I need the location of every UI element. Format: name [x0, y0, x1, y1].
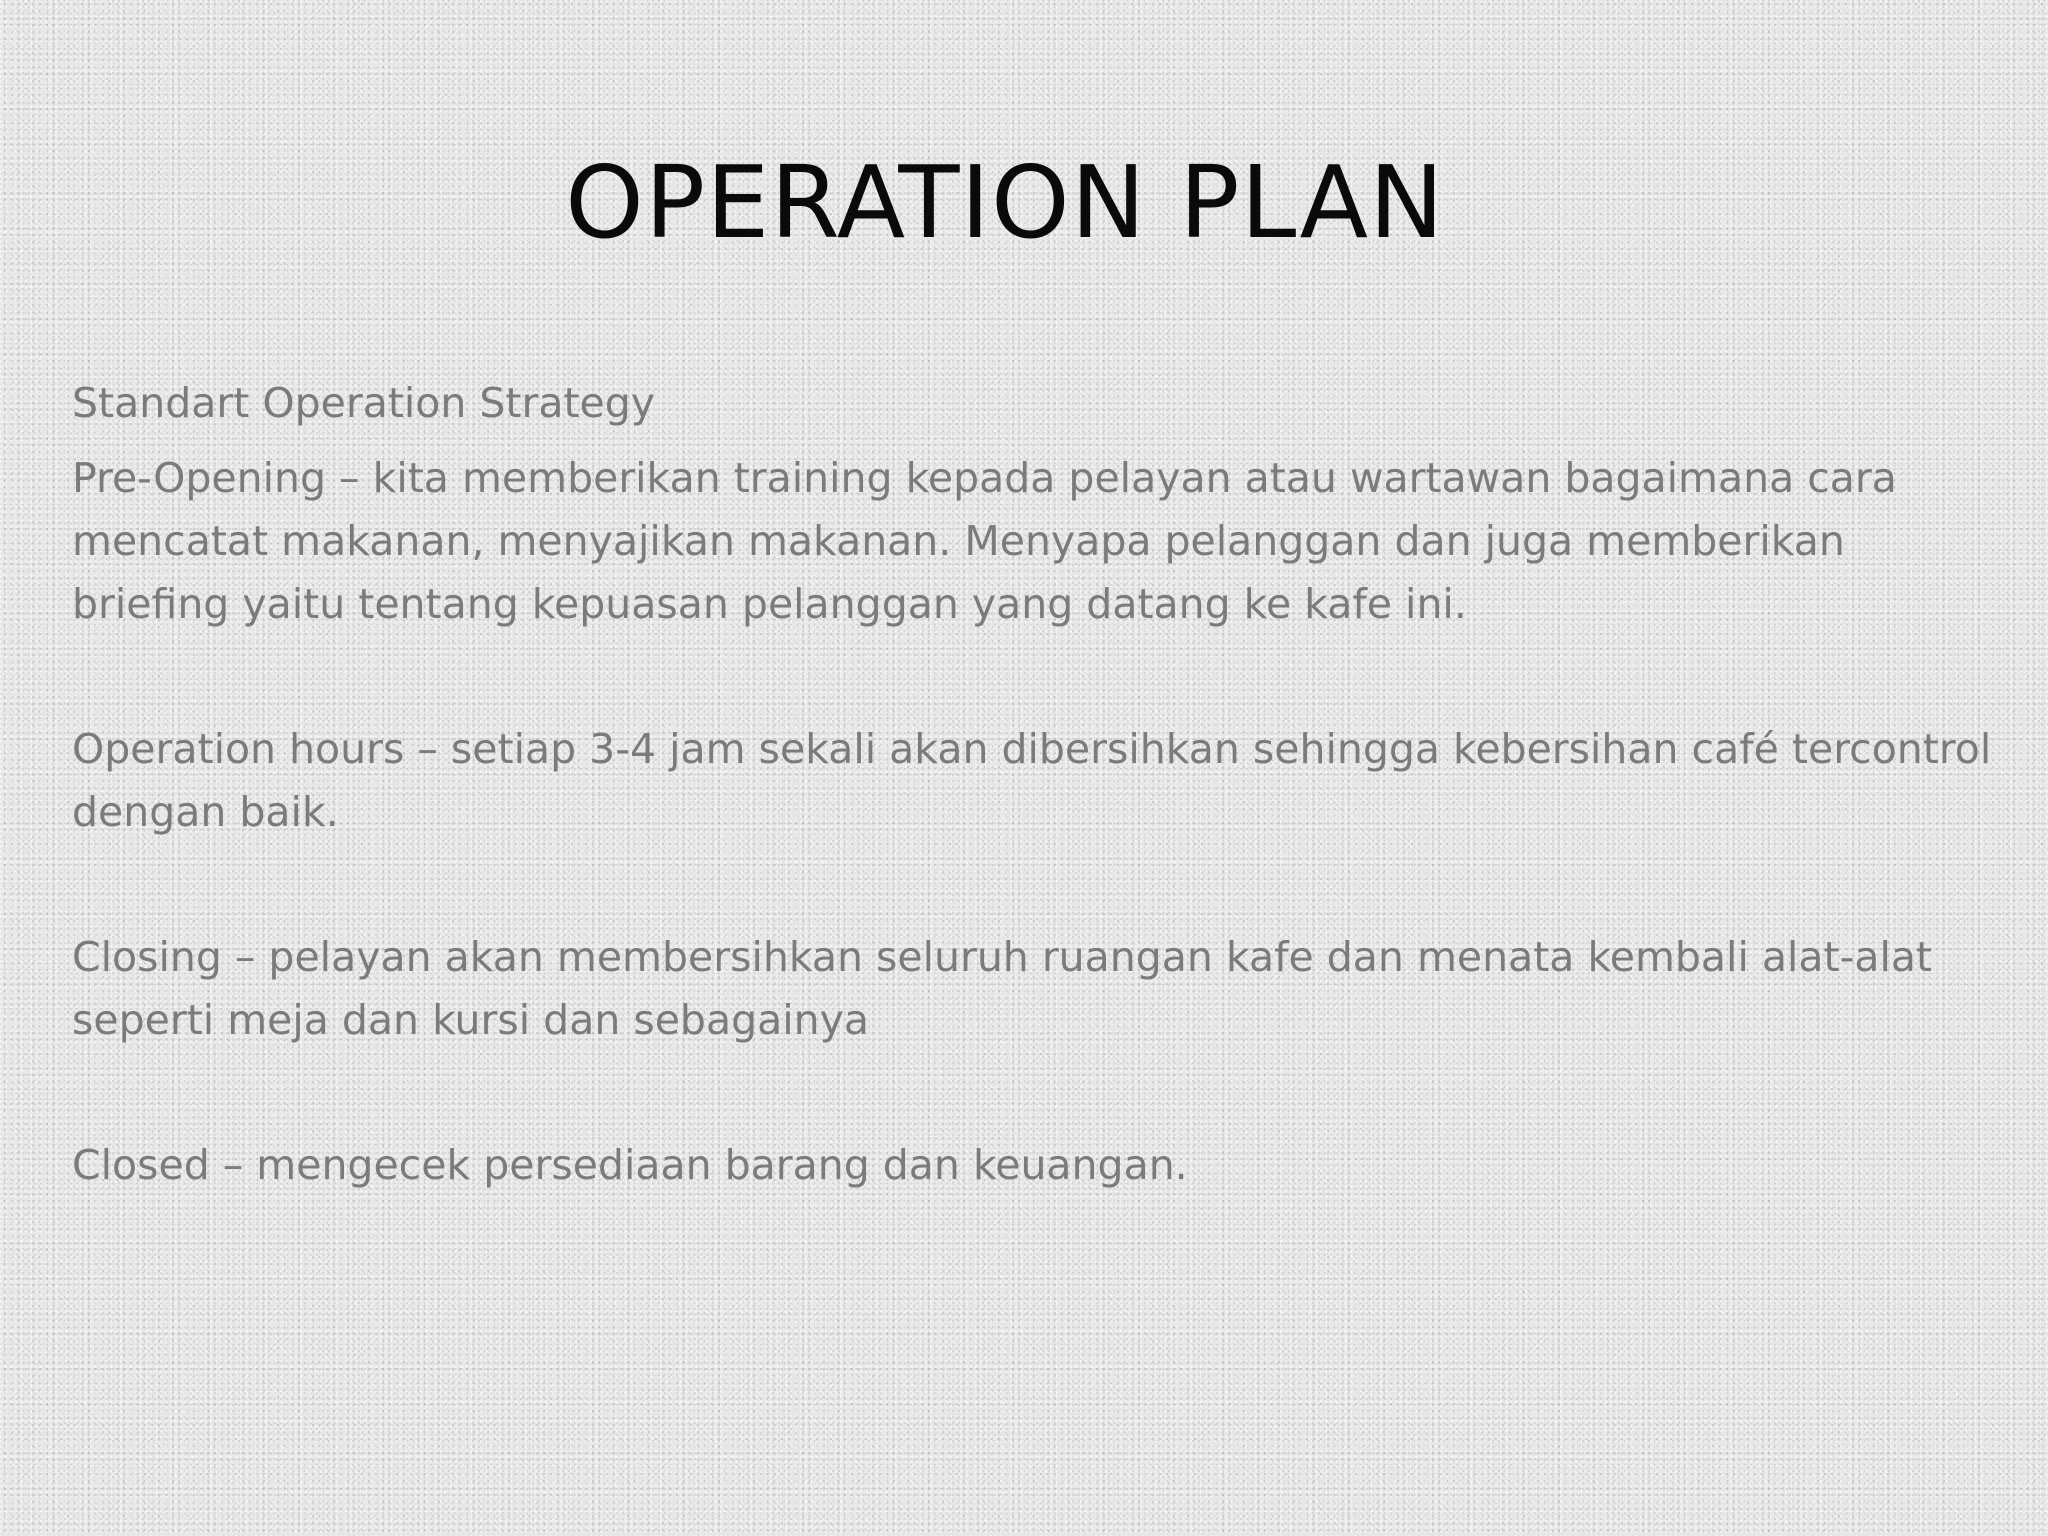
slide-body — [72, 372, 1992, 1197]
pre-opening-paragraph: Pre-Opening – kita memberikan training kepada pelayan atau wartawan bagaimana cara mencatat makanan, menyajikan makanan. Menyapa pelanggan dan juga memberikan briefing yaitu tentang kepuasan pelanggan yang datang ke kafe ini. — [72, 454, 1897, 628]
section-heading: Standart Operation Strategy — [72, 379, 656, 427]
closed-paragraph: Closed – mengecek persediaan barang dan keuangan. — [72, 1141, 1188, 1189]
operation-hours-paragraph: Operation hours – setiap 3-4 jam sekali akan dibersihkan sehingga kebersihan café tercontrol dengan baik. — [72, 725, 1992, 836]
closing-paragraph: Closing – pelayan akan membersihkan seluruh ruangan kafe dan menata kembali alat-alat seperti meja dan kursi dan sebagainya — [72, 933, 1933, 1044]
slide-title: OPERATION PLAN — [565, 144, 1445, 261]
